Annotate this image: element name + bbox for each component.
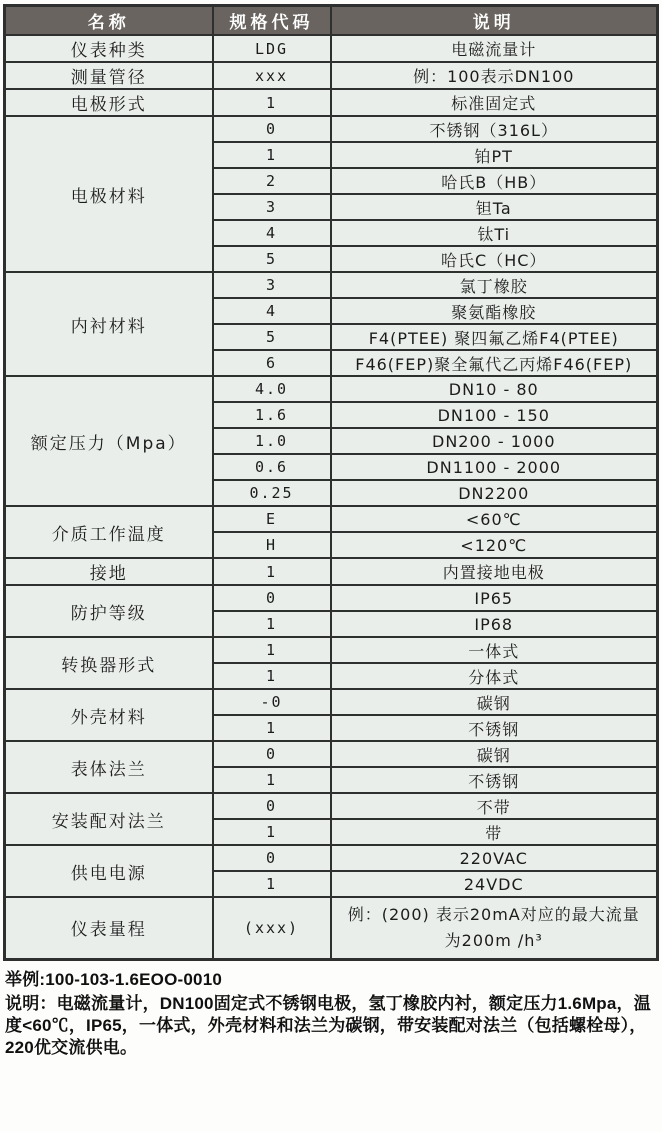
spec-row xyxy=(5,741,658,767)
flowmeter-spec-table xyxy=(3,4,659,961)
spec-description-cell: 带 xyxy=(331,819,658,845)
spec-description-cell: 内置接地电极 xyxy=(331,558,658,585)
spec-row xyxy=(5,89,658,116)
column-header-code: 规格代码 xyxy=(213,6,331,36)
spec-code-cell: 2 xyxy=(213,168,331,194)
spec-code-cell: 1.0 xyxy=(213,428,331,454)
section-name-cell: 安装配对法兰 xyxy=(5,793,213,845)
spec-code-cell: 0.6 xyxy=(213,454,331,480)
section-name-cell: 转换器形式 xyxy=(5,637,213,689)
spec-description-cell: 分体式 xyxy=(331,663,658,689)
spec-description-cell: 不锈钢 xyxy=(331,767,658,793)
spec-description-cell: 聚氨酯橡胶 xyxy=(331,298,658,324)
column-header-name: 名称 xyxy=(5,6,213,36)
section-name-cell: 测量管径 xyxy=(5,62,213,89)
section-name-cell: 额定压力（Mpa） xyxy=(5,376,213,506)
spec-description-cell: 一体式 xyxy=(331,637,658,663)
section-name-cell: 表体法兰 xyxy=(5,741,213,793)
spec-row xyxy=(5,558,658,585)
spec-row xyxy=(5,376,658,402)
spec-row xyxy=(5,62,658,89)
example-code-line: 举例:100-103-1.6EOO-0010 xyxy=(5,969,223,989)
section-name-cell: 接地 xyxy=(5,558,213,585)
section-name-cell: 仪表种类 xyxy=(5,35,213,62)
spec-row xyxy=(5,637,658,663)
spec-code-cell: LDG xyxy=(213,35,331,62)
spec-description-cell: F46(FEP)聚全氟代乙丙烯F46(FEP) xyxy=(331,350,658,376)
spec-code-cell: 0 xyxy=(213,741,331,767)
spec-description-cell: 24VDC xyxy=(331,871,658,897)
spec-row xyxy=(5,506,658,532)
spec-description-cell: 碳钢 xyxy=(331,741,658,767)
spec-description-cell: F4(PTEE) 聚四氟乙烯F4(PTEE) xyxy=(331,324,658,350)
spec-code-cell: 0 xyxy=(213,116,331,142)
spec-description-cell: 220VAC xyxy=(331,845,658,871)
section-name-cell: 内衬材料 xyxy=(5,272,213,376)
spec-code-cell: E xyxy=(213,506,331,532)
spec-code-cell: 4.0 xyxy=(213,376,331,402)
spec-description-cell: DN100 - 150 xyxy=(331,402,658,428)
spec-row xyxy=(5,845,658,871)
spec-row xyxy=(5,35,658,62)
spec-description-cell: 电磁流量计 xyxy=(331,35,658,62)
spec-row xyxy=(5,272,658,298)
spec-description-cell: DN200 - 1000 xyxy=(331,428,658,454)
spec-description-cell: 例：(200) 表示20mA对应的最大流量为200m /h³ xyxy=(331,897,658,959)
spec-code-cell: 0.25 xyxy=(213,480,331,506)
spec-code-cell: 0 xyxy=(213,793,331,819)
spec-description-cell: 氯丁橡胶 xyxy=(331,272,658,298)
section-name-cell: 防护等级 xyxy=(5,585,213,637)
spec-code-cell: 5 xyxy=(213,246,331,272)
section-name-cell: 介质工作温度 xyxy=(5,506,213,558)
spec-description-cell: 哈氏B（HB） xyxy=(331,168,658,194)
spec-code-cell: 3 xyxy=(213,272,331,298)
spec-description-cell: 钽Ta xyxy=(331,194,658,220)
spec-description-cell: 标准固定式 xyxy=(331,89,658,116)
footer-notes xyxy=(3,961,656,1059)
spec-code-cell: (xxx) xyxy=(213,897,331,959)
spec-code-cell: -0 xyxy=(213,689,331,715)
section-name-cell: 仪表量程 xyxy=(5,897,213,959)
spec-code-cell: 4 xyxy=(213,220,331,246)
spec-code-cell: xxx xyxy=(213,62,331,89)
section-name-cell: 供电电源 xyxy=(5,845,213,897)
spec-code-cell: H xyxy=(213,532,331,558)
section-name-cell: 电极材料 xyxy=(5,116,213,272)
spec-code-cell: 1 xyxy=(213,558,331,585)
spec-description-cell: <60℃ xyxy=(331,506,658,532)
table-header-row xyxy=(5,6,658,36)
spec-description-cell: IP65 xyxy=(331,585,658,611)
spec-code-cell: 0 xyxy=(213,845,331,871)
spec-code-cell: 1 xyxy=(213,715,331,741)
spec-description-cell: DN2200 xyxy=(331,480,658,506)
spec-description-cell: 不锈钢 xyxy=(331,715,658,741)
spec-code-cell: 0 xyxy=(213,585,331,611)
spec-description-cell: DN10 - 80 xyxy=(331,376,658,402)
spec-code-cell: 1 xyxy=(213,89,331,116)
spec-description-cell: IP68 xyxy=(331,611,658,637)
spec-description-cell: 铂PT xyxy=(331,142,658,168)
spec-code-cell: 1 xyxy=(213,819,331,845)
spec-code-cell: 1 xyxy=(213,611,331,637)
section-name-cell: 电极形式 xyxy=(5,89,213,116)
spec-code-cell: 1 xyxy=(213,637,331,663)
section-name-cell: 外壳材料 xyxy=(5,689,213,741)
spec-row xyxy=(5,585,658,611)
spec-row xyxy=(5,116,658,142)
example-description-line: 说明：电磁流量计，DN100固定式不锈钢电极，氢丁橡胶内衬，额定压力1.6Mpa，温度<60℃，IP65，一体式，外壳材料和法兰为碳钢，带安装配对法兰（包括螺栓母），220优交流供电。 xyxy=(5,993,651,1057)
spec-description-cell: 例：100表示DN100 xyxy=(331,62,658,89)
spec-description-cell: 钛Ti xyxy=(331,220,658,246)
spec-description-cell: DN1100 - 2000 xyxy=(331,454,658,480)
spec-description-cell: 碳钢 xyxy=(331,689,658,715)
spec-code-cell: 1 xyxy=(213,871,331,897)
spec-code-cell: 3 xyxy=(213,194,331,220)
spec-description-cell: 不锈钢（316L） xyxy=(331,116,658,142)
spec-code-cell: 5 xyxy=(213,324,331,350)
spec-code-cell: 1 xyxy=(213,767,331,793)
spec-row xyxy=(5,793,658,819)
spec-description-cell: <120℃ xyxy=(331,532,658,558)
spec-code-cell: 1 xyxy=(213,663,331,689)
spec-code-cell: 4 xyxy=(213,298,331,324)
spec-row xyxy=(5,689,658,715)
spec-description-cell: 不带 xyxy=(331,793,658,819)
spec-code-cell: 6 xyxy=(213,350,331,376)
spec-code-cell: 1.6 xyxy=(213,402,331,428)
column-header-description: 说明 xyxy=(331,6,658,36)
spec-description-cell: 哈氏C（HC） xyxy=(331,246,658,272)
spec-code-cell: 1 xyxy=(213,142,331,168)
spec-row xyxy=(5,897,658,959)
